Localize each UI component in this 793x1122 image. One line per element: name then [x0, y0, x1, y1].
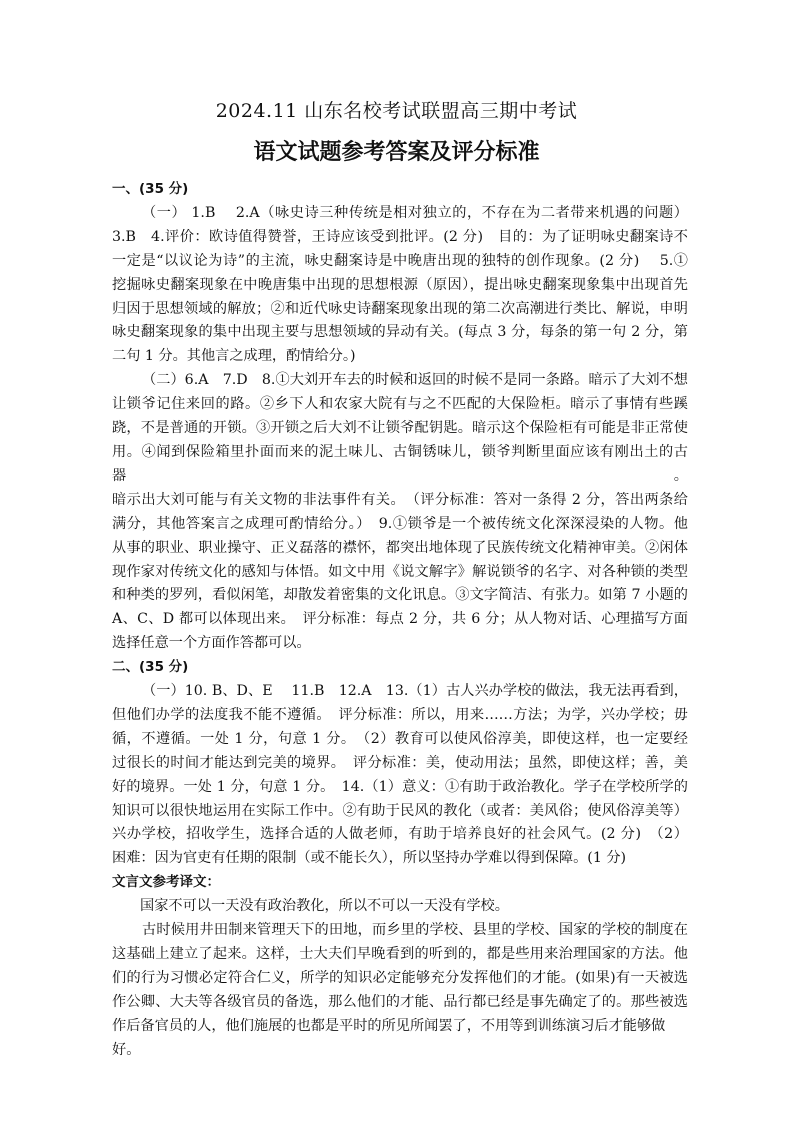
text-line: 归因于思想领域的解放；②和近代咏史诗翻案现象出现的第二次高潮进行类比、解说，申明: [112, 300, 688, 317]
text-line: 好的境界。一处 1 分，句意 1 分。 14.（1）意义：①有助于政治教化。学子在学校所学的: [112, 778, 688, 795]
heading-text: 二、(35 分): [112, 659, 189, 676]
text-line: 3.B 4.评价：欧诗值得赞誉，王诗应该受到批评。(2 分) 目的：为了证明咏史翻案诗不: [112, 228, 688, 245]
paragraph: [112, 895, 688, 919]
document-title: 2024.11 山东名校考试联盟高三期中考试: [215, 100, 578, 122]
text-line: 作公卿、大夫等各级官员的备选，那么他们的才能、品行都已经是事先确定了的。那些被选: [112, 993, 688, 1010]
paragraph: [112, 202, 688, 369]
text-line: 古时候用井田制来管理天下的田地，而乡里的学校、县里的学校、国家的学校的制度在: [142, 922, 688, 939]
text-line: 这基础上建立了起来。这样，士大夫们早晚看到的听到的，都是些用来治理国家的方法。他: [112, 946, 688, 962]
document-subtitle: 语文试题参考答案及评分标准: [253, 140, 540, 165]
section-heading: [112, 178, 688, 202]
text-line: 二句 1 分。其他言之成理，酌情给分。): [112, 348, 356, 365]
text-line: 选择任意一个方面作答都可以。: [112, 635, 311, 652]
text-line: 过很长的时间才能达到完美的境界。 评分标准：美，使动用法；虽然，即使这样；善，美: [112, 754, 688, 771]
text-line: 循，不遵循。一处 1 分，句意 1 分。 （2）教育可以使风俗淳美，即使这样，也一定要经: [112, 730, 688, 747]
text-line: 知识可以很快地运用在实际工作中。②有助于民风的教化（或者：美风俗；使风俗淳美等）: [112, 802, 688, 819]
text-line: 让锁爷记住来回的路。②乡下人和农家大院有与之不匹配的大保险柜。暗示了事情有些蹊: [112, 396, 688, 413]
text-line: 兴办学校，招收学生，选择合适的人做老师，有助于培养良好的社会风气。(2 分) （2）: [112, 826, 688, 843]
text-line: 们的行为习惯必定符合仁义，所学的知识必定能够充分发挥他们的才能。(如果)有一天被选: [112, 969, 688, 986]
text-line: 现作家对传统文化的感知与体悟。如文中用《说文解字》解说锁爷的名字、对各种锁的类型: [112, 563, 688, 580]
text-line: 从事的职业、职业操守、正义磊落的襟怀，都突出地体现了民族传统文化精神审美。②闲体: [112, 539, 688, 556]
text-line: 国家不可以一天没有政治教化，所以不可以一天没有学校。: [140, 898, 509, 915]
heading-text: 文言文参考译文：: [112, 874, 220, 891]
text-line: 暗示出大刘可能与有关文物的非法事件有关。 （评分标准：答对一条得 2 分，答出两条给: [112, 491, 688, 508]
text-line: 和种类的罗列，看似闲笔，却散发着密集的文化讯息。③文字简洁、有张力。如第 7 小题的: [112, 587, 688, 604]
text-line: 挖掘咏史翻案现象在中晚唐集中出现的思想根源（原因），提出咏史翻案现象集中出现首先: [112, 276, 688, 293]
answer-body: [112, 178, 688, 1083]
text-line: A、C、D 都可以体现出来。 评分标准：每点 2 分，共 6 分；从人物对话、心理描写方面: [112, 611, 688, 628]
text-line: （一）10. B、D、E 11.B 12.A 13.（1）古人兴办学校的做法，我无法再看到，: [142, 683, 688, 700]
text-line: （二）6.A 7.D 8.①大刘开车去的时候和返回的时候不是同一条路。暗示了大刘不想: [142, 372, 688, 389]
paragraph: [112, 680, 688, 871]
text-line: （一） 1.B 2.A（咏史诗三种传统是相对独立的，不存在为二者带来机遇的问题）: [142, 204, 688, 221]
paragraph: [112, 919, 688, 1062]
text-line: 用。④闻到保险箱里扑面而来的泥土味儿、古铜锈味儿，锁爷判断里面应该有刚出土的古器。: [112, 443, 688, 484]
text-line: 作后备官员的人，他们施展的也都是平时的所见所闻罢了，不用等到训练演习后才能够做好。: [112, 1017, 666, 1058]
text-line: 困难：因为官吏有任期的限制（或不能长久），所以坚持办学难以得到保障。(1 分): [112, 850, 627, 867]
section-heading: [112, 871, 688, 895]
text-line: 跷，不是普通的开锁。③开锁之后大刘不让锁爷配钥匙。暗示这个保险柜有可能是非正常使: [112, 420, 688, 437]
paragraph: [112, 369, 688, 656]
text-line: 一定是“以议论为诗”的主流，咏史翻案诗是中晚唐出现的独特的创作现象。(2 分) 5.①: [112, 252, 688, 269]
text-line: 咏史翻案现象的集中出现主要与思想领域的异动有关。(每点 3 分，每条的第一句 2 分，第: [112, 324, 688, 341]
text-line: 但他们办学的法度我不能不遵循。 评分标准：所以，用来……方法；为学，兴办学校；毋: [112, 706, 688, 723]
heading-text: 一、(35 分): [112, 181, 189, 197]
section-heading: [112, 656, 688, 680]
text-line: 满分，其他答案言之成理可酌情给分。） 9.①锁爷是一个被传统文化深深浸染的人物。他: [112, 515, 688, 532]
